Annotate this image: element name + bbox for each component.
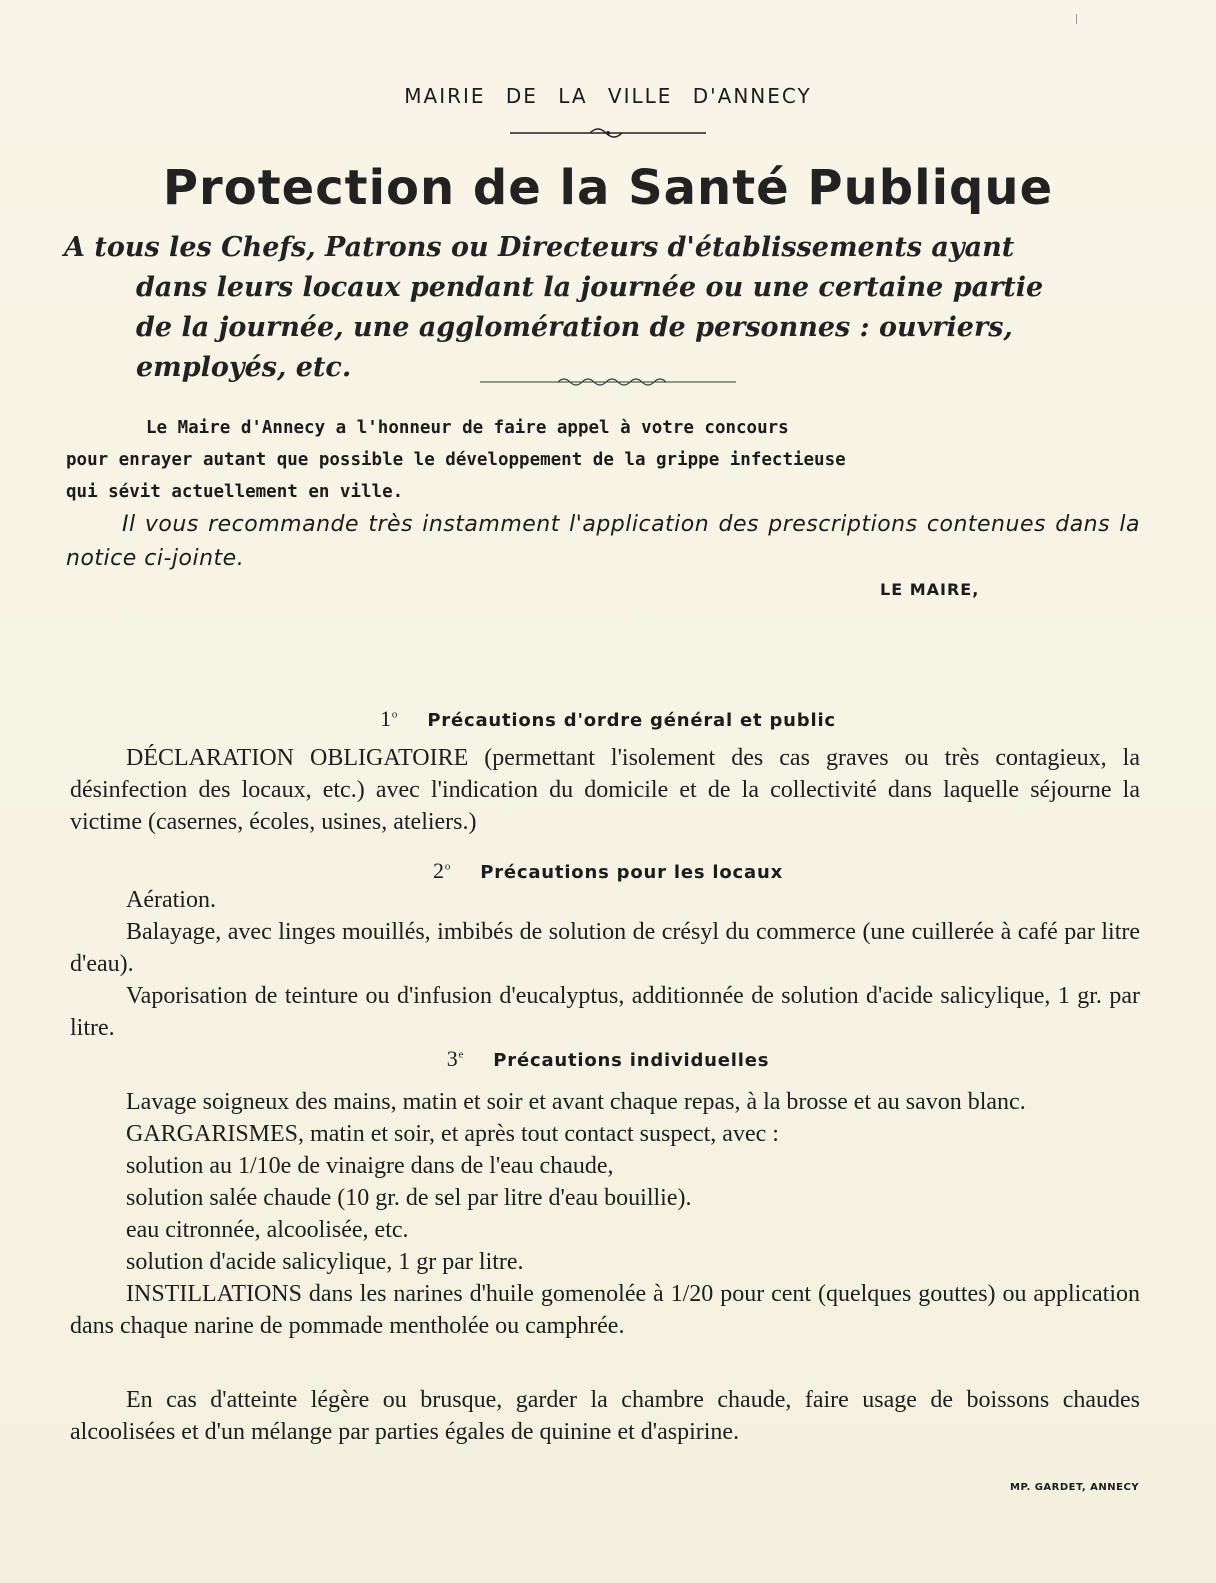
address-ornament-rule xyxy=(0,374,1216,393)
mayor-appeal-paragraph xyxy=(66,412,1138,508)
closing-paragraph xyxy=(70,1384,1140,1448)
appeal-line-3: qui sévit actuellement en ville. xyxy=(66,482,404,502)
section-title-general: Précautions d'ordre général et public xyxy=(427,710,836,731)
section-heading-general xyxy=(0,706,1216,732)
section-body-premises xyxy=(70,884,1140,1044)
addressees-paragraph xyxy=(64,228,1140,388)
section-body-individual xyxy=(70,1086,1140,1342)
municipality-header: MAIRIE DE LA VILLE D'ANNECY xyxy=(404,84,812,108)
recommendation-paragraph: Il vous recommande très instamment l'application des prescriptions contenues dans la notice ci-jointe. xyxy=(66,512,1140,571)
paper-mark xyxy=(1076,14,1077,24)
aeration-text: Aération. xyxy=(126,887,216,913)
gargle-salt-text: solution salée chaude (10 gr. de sel par litre d'eau bouillie). xyxy=(126,1185,692,1211)
addressees-line-1: A tous les Chefs, Patrons ou Directeurs d'établissements ayant xyxy=(64,232,1015,263)
gargle-lemon-text: eau citronnée, alcoolisée, etc. xyxy=(126,1217,409,1243)
section-number-3: 3e xyxy=(446,1046,465,1071)
addressees-line-3: de la journée, une agglomération de personnes : ouvriers, xyxy=(136,312,1013,343)
header-ornament-rule xyxy=(0,124,1216,143)
gargle-vinegar-text: solution au 1/10e de vinaigre dans de l'eau chaude, xyxy=(126,1153,614,1179)
gargle-intro-text: GARGARISMES, matin et soir, et après tout contact suspect, avec : xyxy=(126,1121,779,1147)
instillations-text: INSTILLATIONS dans les narines d'huile gomenolée à 1/20 pour cent (quelques gouttes) ou application dans chaque narine de pommade mentholée ou camphrée. xyxy=(70,1281,1140,1339)
section-title-premises: Précautions pour les locaux xyxy=(480,862,783,883)
mandatory-declaration-text: DÉCLARATION OBLIGATOIRE (permettant l'isolement des cas graves ou très contagieux, la désinfection des locaux, etc.) avec l'indication du domicile et de la collectivité dans laquelle séjourne la victime (casernes, écoles, usines, ateliers.) xyxy=(70,745,1140,835)
sweeping-text: Balayage, avec linges mouillés, imbibés de solution de crésyl du commerce (une cuillerée à café par litre d'eau). xyxy=(70,919,1140,977)
vaporisation-text: Vaporisation de teinture ou d'infusion d'eucalyptus, additionnée de solution d'acide salicylique, 1 gr. par litre. xyxy=(70,983,1140,1041)
printer-imprint: MP. GARDET, ANNECY xyxy=(1010,1482,1140,1493)
section-number-1: 1$^o$ xyxy=(380,706,399,731)
section-heading-premises xyxy=(0,858,1216,884)
section-body-general xyxy=(70,742,1140,838)
appeal-line-2: pour enrayer autant que possible le développement de la grippe infectieuse xyxy=(66,450,846,470)
mayor-signature: LE MAIRE, xyxy=(880,580,980,599)
addressees-line-2: dans leurs locaux pendant la journée ou une certaine partie xyxy=(136,272,1044,303)
gargle-salicylic-text: solution d'acide salicylique, 1 gr par litre. xyxy=(126,1249,524,1275)
addressees-line-4: employés, etc. xyxy=(136,352,352,383)
closing-text: En cas d'atteinte légère ou brusque, garder la chambre chaude, faire usage de boissons chaudes alcoolisées et d'un mélange par parties égales de quinine et d'aspirine. xyxy=(70,1387,1140,1445)
appeal-line-1: Le Maire d'Annecy a l'honneur de faire appel à votre concours xyxy=(146,418,789,438)
section-title-individual: Précautions individuelles xyxy=(493,1050,770,1071)
hand-washing-text: Lavage soigneux des mains, matin et soir et avant chaque repas, à la brosse et au savon blanc. xyxy=(126,1089,1026,1115)
section-number-2: 2$^o$ xyxy=(433,858,452,883)
page-title: Protection de la Santé Publique xyxy=(162,160,1054,216)
section-heading-individual xyxy=(0,1046,1216,1072)
